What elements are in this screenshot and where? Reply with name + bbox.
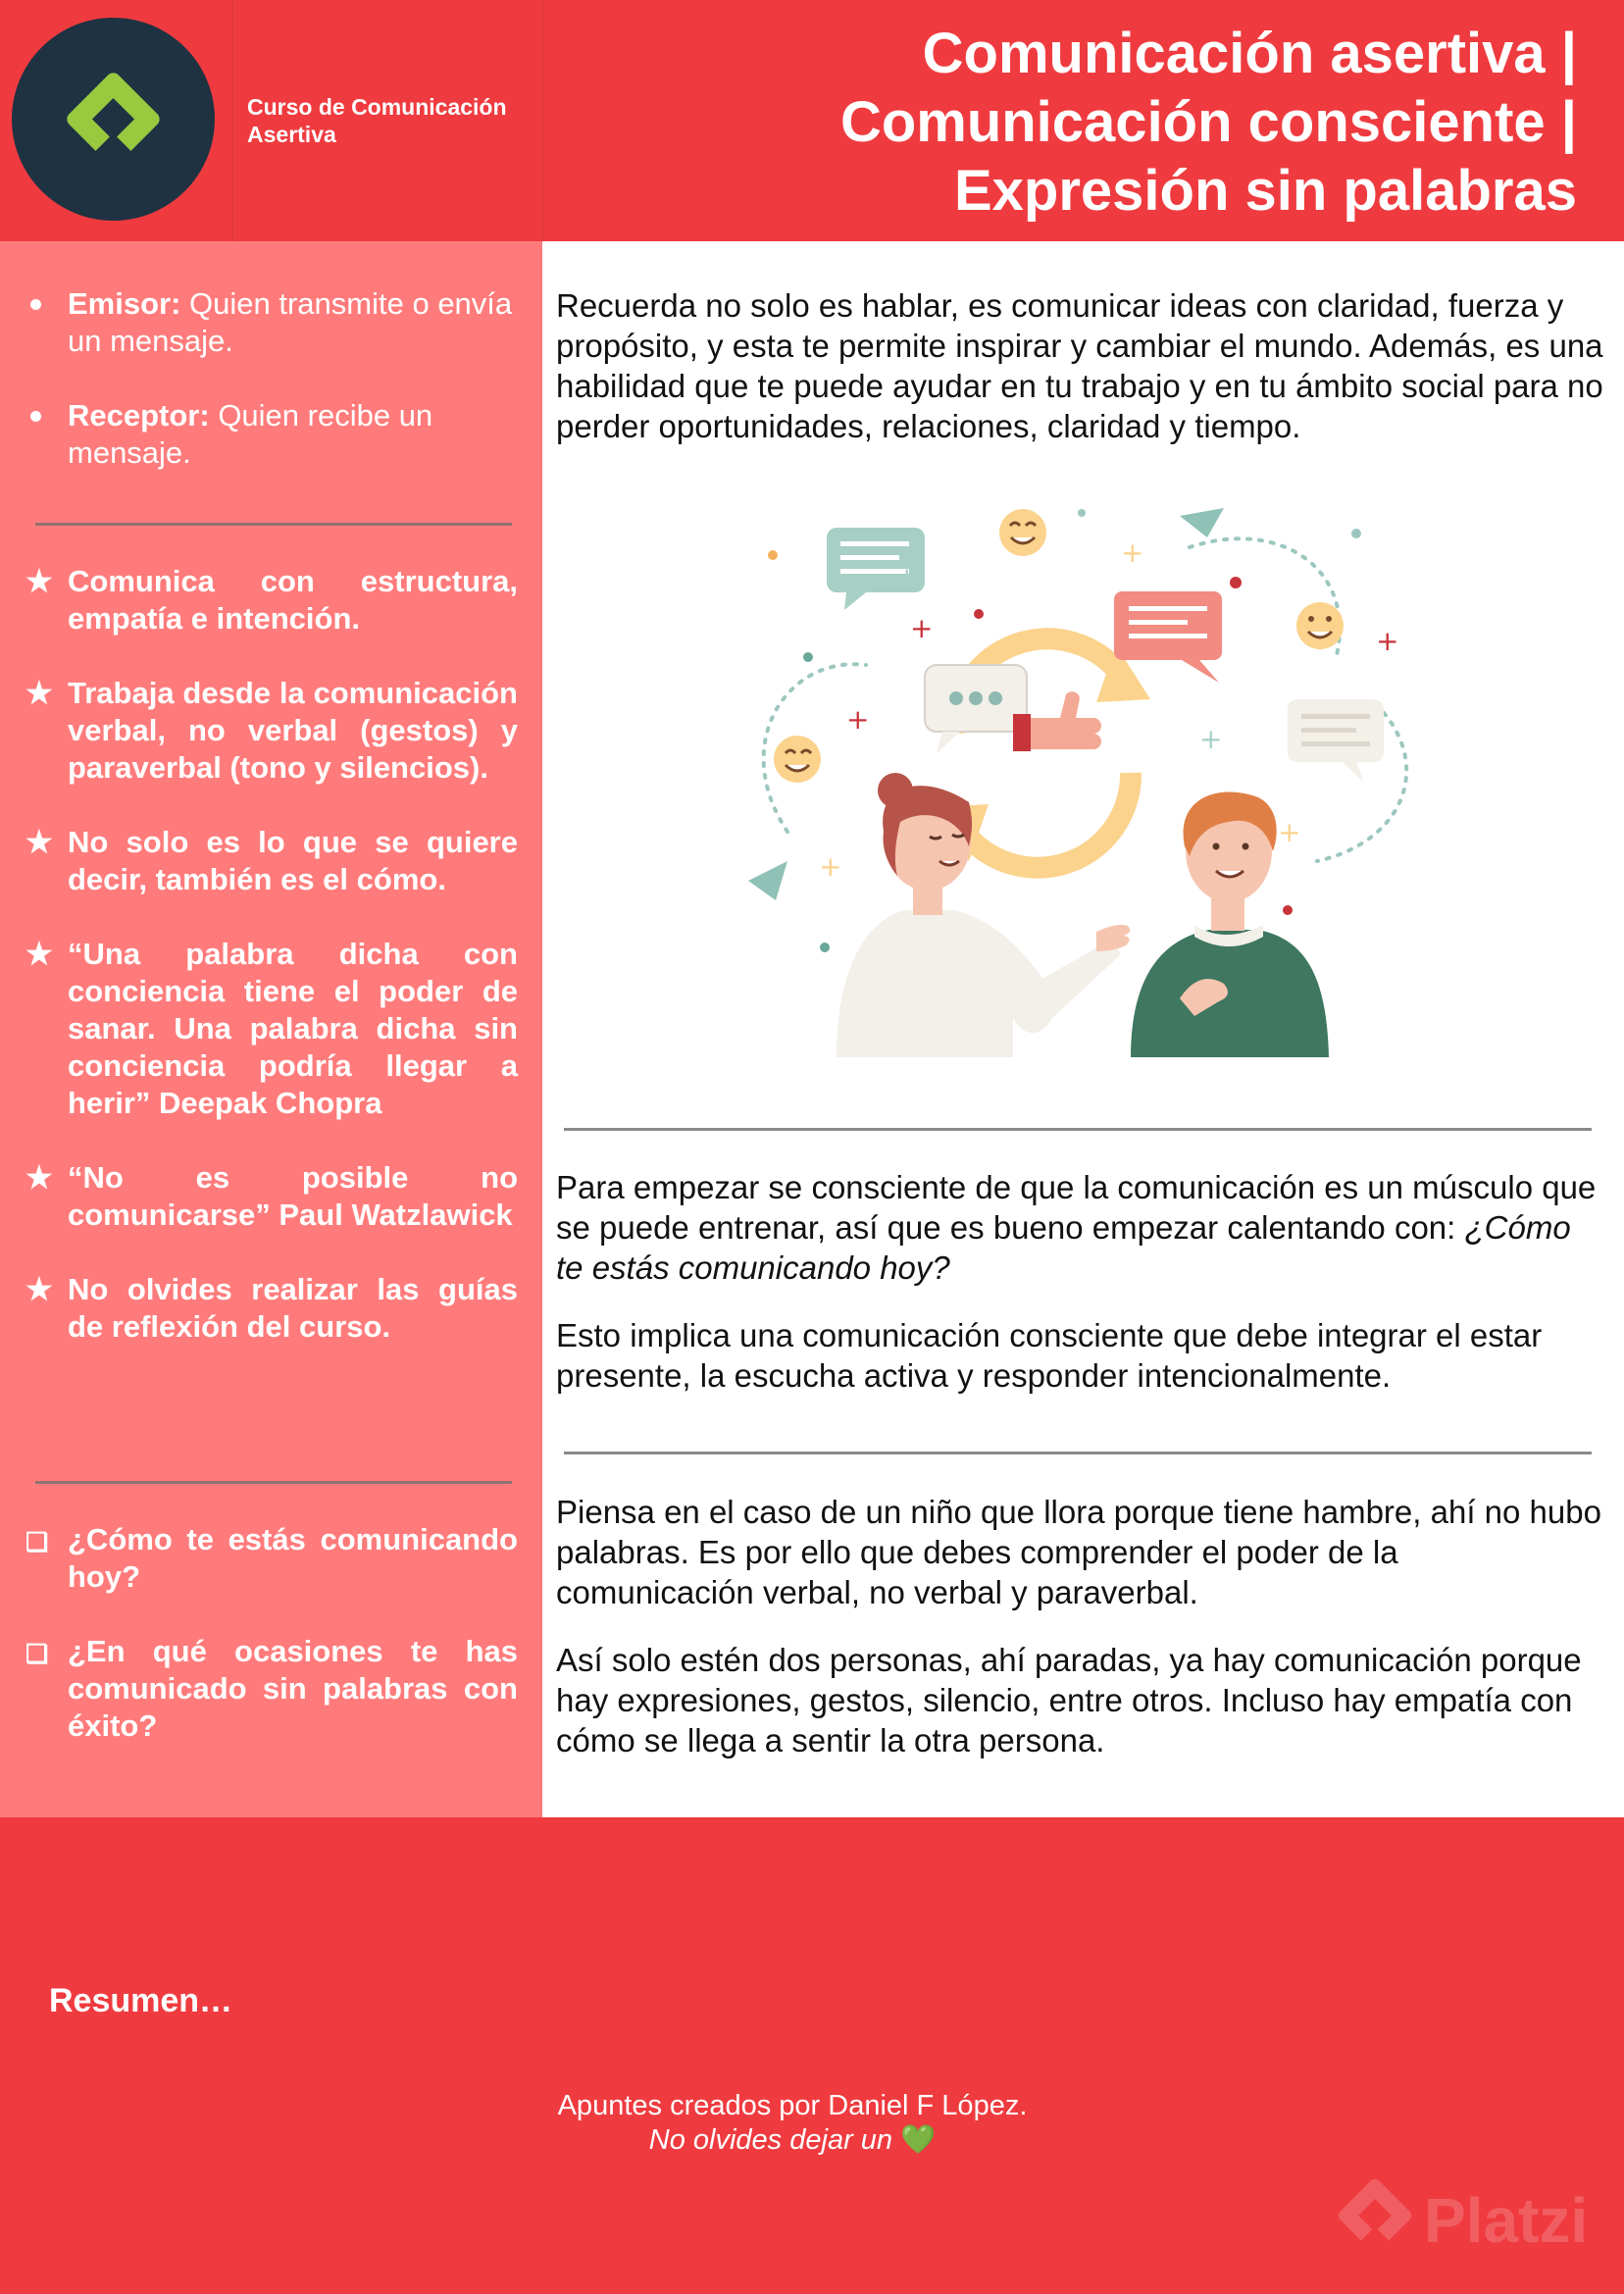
key-point-text: Comunica con estructura, empatía e intención. [68, 564, 518, 636]
intro-paragraph: Recuerda no solo es hablar, es comunicar ideas con claridad, fuerza y propósito, y esta te permite inspirar y cambiar el mundo. Además, es una habilidad que te puede ayudar en tu trabajo y en tu ámbito social para no perder oportunidades, relaciones, claridad y tiempo. [556, 287, 1603, 444]
key-point [25, 1271, 518, 1346]
svg-text:+: + [1121, 536, 1144, 569]
logo-cell [0, 0, 233, 241]
communication-illustration [729, 508, 1445, 1057]
section-3 [556, 1492, 1603, 1788]
credit-line [0, 2123, 1585, 2158]
divider [35, 1481, 512, 1484]
title-line: Comunicación asertiva | [922, 22, 1577, 85]
star-icon: ★ [25, 825, 53, 859]
section-3-paragraph: Así solo estén dos personas, ahí paradas, ya hay comunicación porque hay expresiones, gestos, silencio, entre otros. Incluso hay empatía con cómo se llega a sentir la otra persona. [556, 1642, 1582, 1759]
section-2 [556, 1167, 1603, 1423]
key-point [25, 936, 518, 1122]
platzi-watermark [1326, 2167, 1610, 2274]
key-point [25, 675, 518, 787]
star-icon: ★ [25, 1272, 53, 1306]
course-title: Curso de Comunicación Asertiva [247, 94, 507, 147]
bullet-icon [30, 411, 41, 422]
definition-text: Quien recibe un mensaje. [68, 398, 433, 470]
svg-text:+: + [910, 612, 934, 644]
svg-text:+: + [1376, 625, 1399, 657]
course-cell [233, 0, 543, 241]
section-2-paragraph [556, 1167, 1603, 1288]
key-point-text: “Una palabra dicha con conciencia tiene el poder de sanar. Una palabra dicha sin conciencia podría llegar a herir” Deepak Chopra [68, 937, 518, 1120]
credit-line: Apuntes creados por Daniel F López. [557, 2090, 1028, 2121]
divider [35, 523, 512, 526]
green-heart-icon: 💚 [900, 2124, 937, 2156]
platzi-logo-icon [12, 18, 215, 221]
section-2-question: ¿Cómo te estás comunicando hoy? [556, 1209, 1571, 1286]
paper-plane-icon [1180, 508, 1224, 537]
paper-plane-icon [748, 861, 787, 900]
star-icon: ★ [25, 1160, 53, 1195]
watermark-text: Platzi [1424, 2185, 1589, 2256]
definition-item [25, 397, 518, 472]
question-text: ¿Cómo te estás comunicando hoy? [68, 1522, 518, 1594]
key-point-text: No solo es lo que se quiere decir, también es el cómo. [68, 825, 518, 896]
page-title [596, 20, 1577, 226]
main-content [542, 241, 1624, 1817]
key-points-list [25, 563, 518, 1383]
star-icon: ★ [25, 564, 53, 598]
questions-list [25, 1521, 518, 1782]
header [0, 0, 1624, 241]
question-item [25, 1633, 518, 1745]
title-line: Expresión sin palabras [953, 159, 1577, 223]
checkbox-icon: ❏ [25, 1639, 49, 1668]
definition-term: Emisor: [68, 286, 181, 321]
key-point [25, 1159, 518, 1234]
svg-text:+: + [846, 703, 870, 736]
section-2-text: Para empezar se consciente de que la comunicación es un músculo que se puede entrenar, así que es bueno empezar calentando con: [556, 1169, 1597, 1246]
credits [0, 2089, 1585, 2158]
question-text: ¿En qué ocasiones te has comunicado sin palabras con éxito? [68, 1634, 518, 1743]
bullet-icon [30, 299, 41, 310]
definition-text: Quien transmite o envía un mensaje. [68, 286, 513, 358]
section-2-paragraph: Esto implica una comunicación consciente que debe integrar el estar presente, la escucha activa y responder intencionalmente. [556, 1317, 1543, 1394]
svg-text:+: + [1278, 816, 1301, 848]
svg-text:+: + [895, 561, 919, 593]
section-3-paragraph: Piensa en el caso de un niño que llora porque tiene hambre, ahí no hubo palabras. Es por ello que debes comprender el poder de la comunicación verbal, no verbal y paraverbal. [556, 1494, 1601, 1610]
definition-term: Receptor: [68, 398, 210, 433]
definition-item [25, 285, 518, 360]
key-point [25, 563, 518, 637]
smiley-icon [774, 736, 821, 783]
svg-text:+: + [1199, 723, 1223, 755]
svg-text:+: + [819, 850, 842, 883]
divider [564, 1452, 1592, 1454]
smiley-icon [999, 509, 1046, 556]
key-point-text: “No es posible no comunicarse” Paul Watzlawick [68, 1160, 518, 1232]
key-point [25, 824, 518, 898]
sidebar [0, 241, 542, 1817]
smiley-icon [1296, 602, 1344, 649]
star-icon: ★ [25, 676, 53, 710]
checkbox-icon: ❏ [25, 1527, 49, 1556]
definitions-list [25, 285, 518, 509]
key-point-text: No olvides realizar las guías de reflexión del curso. [68, 1272, 518, 1344]
key-point-text: Trabaja desde la comunicación verbal, no verbal (gestos) y paraverbal (tono y silencios). [68, 676, 518, 785]
summary-label: Resumen… [49, 1982, 233, 2019]
question-item [25, 1521, 518, 1596]
footer [0, 1817, 1624, 2294]
divider [564, 1128, 1592, 1131]
speech-bubble-icon [1114, 591, 1222, 660]
star-icon: ★ [25, 937, 53, 971]
title-line: Comunicación consciente | [839, 90, 1577, 154]
credit-text: No olvides dejar un [648, 2124, 901, 2156]
